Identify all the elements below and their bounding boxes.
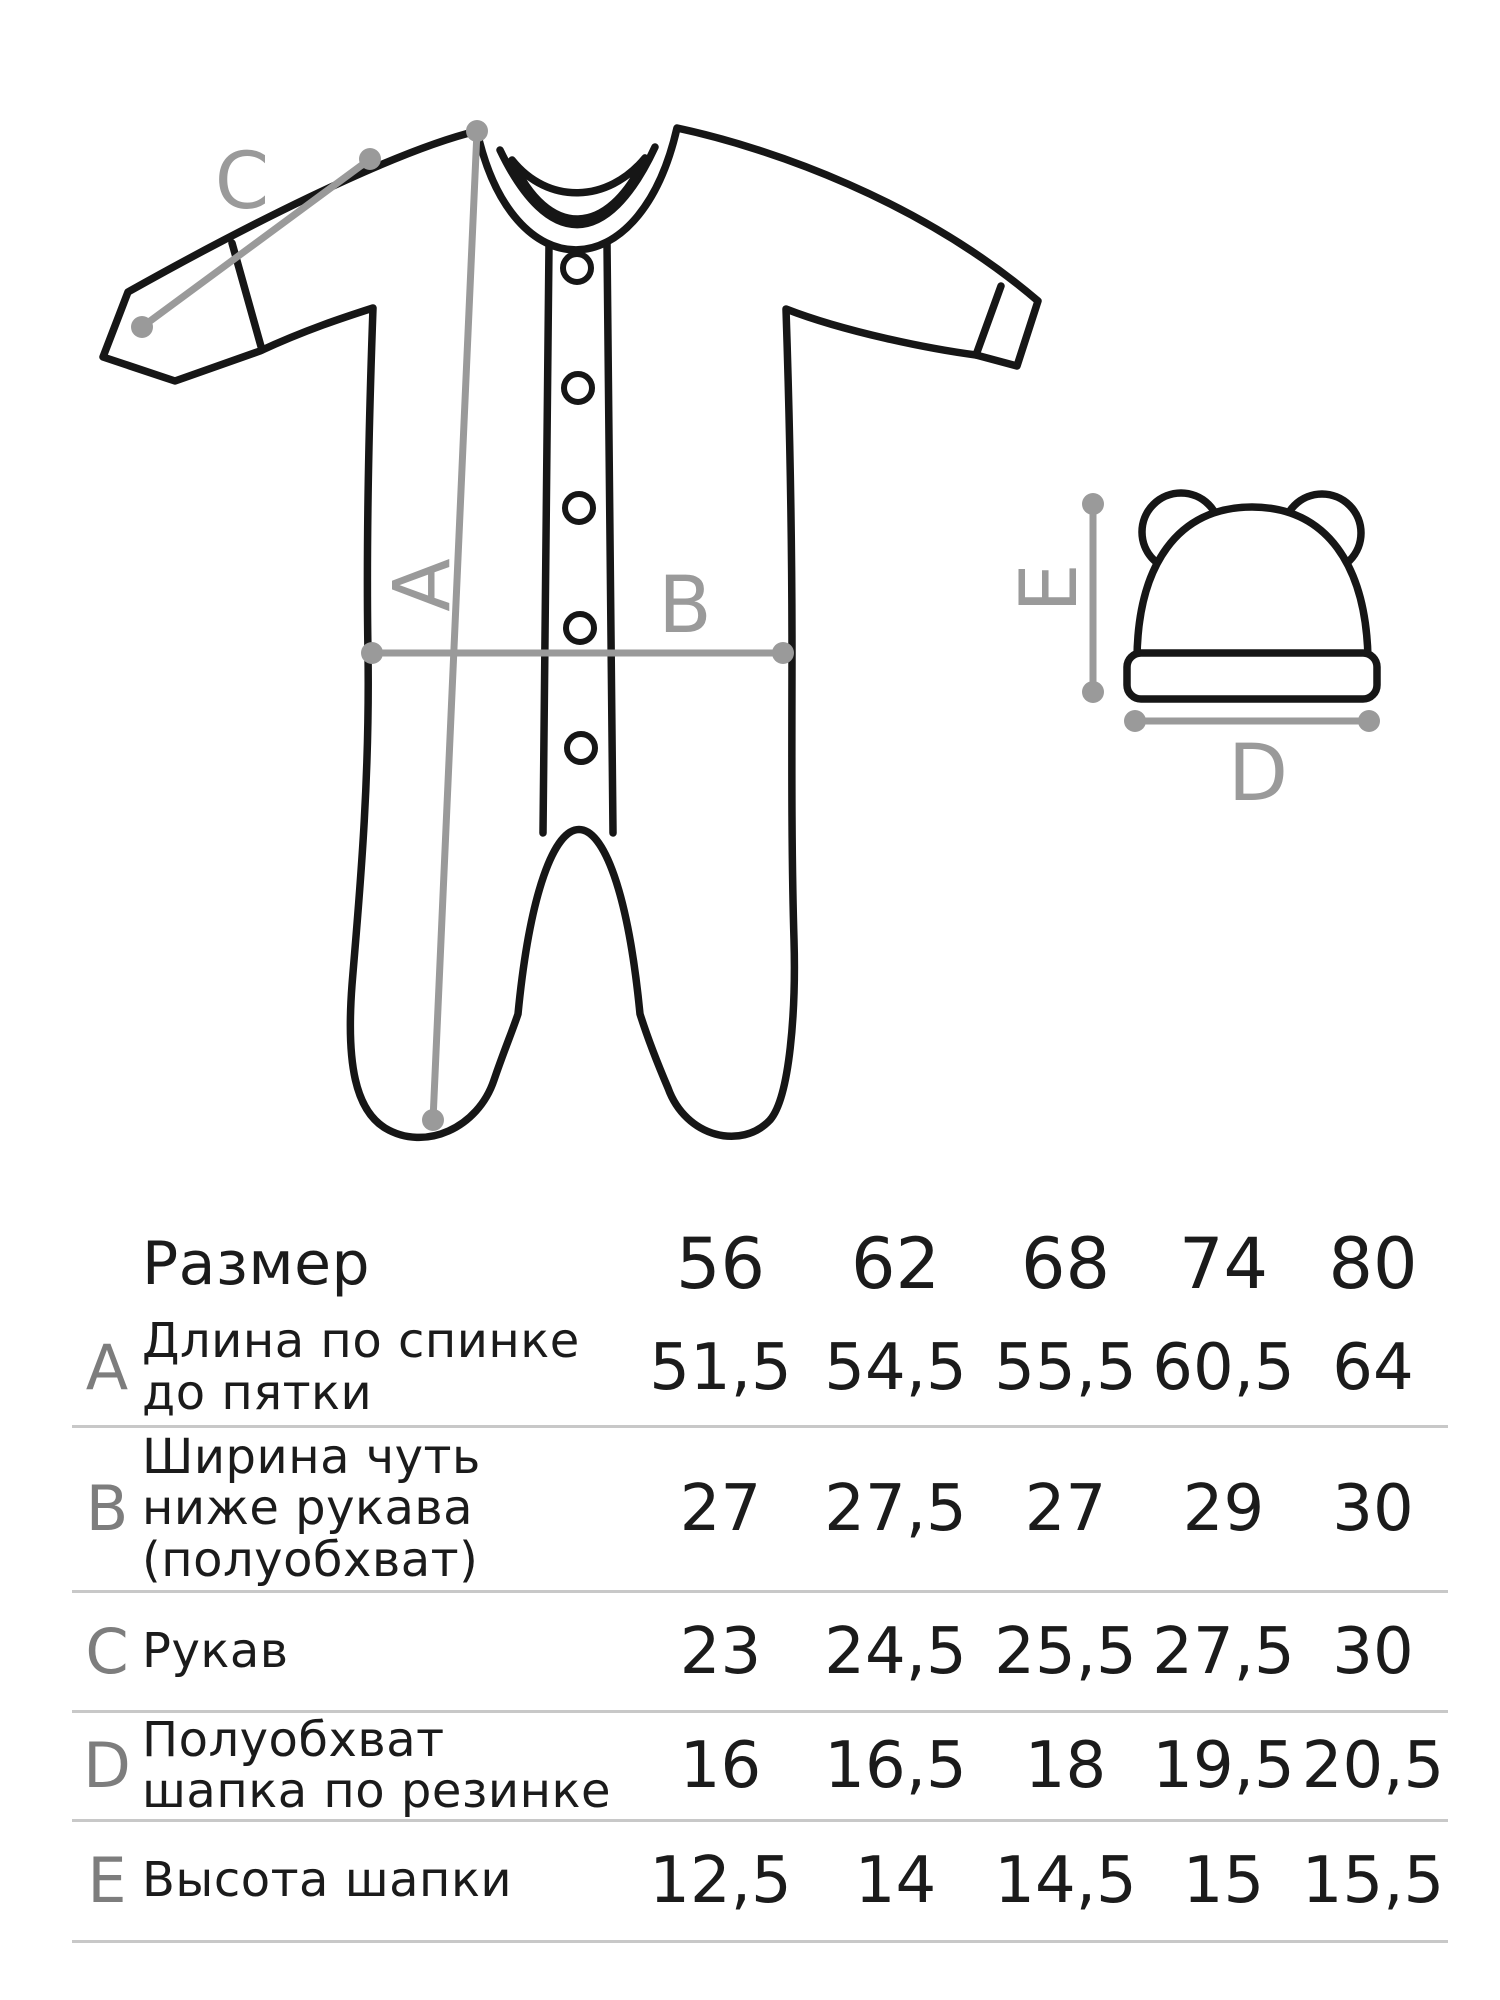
size-column-80: 80 [1328, 1223, 1418, 1305]
table-row-back-length [72, 1310, 1448, 1428]
row-value: 18 [1024, 1729, 1107, 1803]
row-label-line: (полуобхват) [142, 1531, 479, 1588]
row-value: 29 [1182, 1472, 1265, 1546]
measure-label-e: E [1005, 563, 1095, 613]
table-row-hat-height [72, 1822, 1448, 1943]
row-value: 12,5 [649, 1844, 792, 1918]
measure-dot [466, 120, 488, 142]
row-value: 30 [1332, 1472, 1414, 1546]
measure-dot [359, 148, 381, 170]
size-column-74: 74 [1178, 1223, 1269, 1305]
row-letter: E [87, 1844, 127, 1917]
table-header-row [72, 1218, 1448, 1310]
row-value: 16,5 [824, 1729, 967, 1803]
row-label-line: ниже рукава [142, 1480, 474, 1537]
measure-dot [772, 642, 794, 664]
row-value: 14,5 [994, 1844, 1137, 1918]
row-label-line: Ширина чуть [142, 1428, 481, 1485]
snap-button-icon [563, 254, 591, 282]
snap-button-icon [565, 494, 593, 522]
measure-dot [1082, 681, 1104, 703]
row-value: 19,5 [1152, 1729, 1295, 1803]
row-value: 15 [1182, 1844, 1265, 1918]
snap-button-icon [566, 614, 594, 642]
row-value: 64 [1332, 1330, 1414, 1405]
row-value: 27 [679, 1472, 762, 1546]
size-column-68: 68 [1020, 1223, 1111, 1305]
row-value: 20,5 [1301, 1729, 1445, 1803]
row-label-line: Полуобхват [142, 1711, 445, 1768]
measure-dot [131, 316, 153, 338]
table-row-chest-width [72, 1428, 1448, 1593]
row-value: 24,5 [824, 1614, 967, 1689]
row-label [142, 1622, 632, 1679]
snap-button-icon [564, 374, 592, 402]
row-letter: A [85, 1330, 129, 1404]
measure-dot [422, 1109, 444, 1131]
row-value: 54,5 [824, 1330, 967, 1405]
row-letter: D [83, 1729, 131, 1802]
measure-dot [1124, 710, 1146, 732]
row-label [142, 1711, 632, 1819]
table-row-hat-girth [72, 1713, 1448, 1822]
row-value: 27 [1024, 1472, 1107, 1546]
measure-dot [1358, 710, 1380, 732]
row-value: 55,5 [994, 1330, 1137, 1405]
row-value: 27,5 [824, 1472, 967, 1546]
row-label [142, 1313, 632, 1421]
size-column-62: 62 [850, 1223, 941, 1305]
table-row-sleeve [72, 1593, 1448, 1713]
row-label-line: Высота шапки [142, 1852, 513, 1909]
row-value: 25,5 [994, 1614, 1137, 1689]
hat-brim [1127, 653, 1377, 699]
row-value: 14 [854, 1844, 937, 1918]
row-label-line: до пятки [142, 1364, 373, 1421]
row-value: 30 [1332, 1614, 1414, 1689]
snap-button-icon [567, 734, 595, 762]
collar-trim-crescent [512, 158, 645, 219]
measure-dot [361, 642, 383, 664]
measure-label-a: A [378, 558, 468, 612]
size-header-label: Размер [142, 1229, 371, 1299]
row-value: 15,5 [1301, 1844, 1445, 1918]
row-label-line: Рукав [142, 1622, 289, 1679]
row-value: 27,5 [1152, 1614, 1295, 1689]
row-letter: B [85, 1472, 129, 1545]
measure-label-b: B [658, 561, 712, 651]
row-value: 60,5 [1152, 1330, 1295, 1405]
size-table [72, 1218, 1448, 1943]
size-column-56: 56 [675, 1223, 766, 1305]
row-letter: C [85, 1614, 129, 1688]
row-label-line: Длина по спинке [142, 1313, 580, 1370]
row-value: 16 [679, 1729, 762, 1803]
row-value: 23 [679, 1614, 762, 1689]
measure-label-d: D [1227, 729, 1289, 819]
row-label-line: шапка по резинке [142, 1763, 612, 1819]
row-label [142, 1428, 632, 1588]
row-label [142, 1852, 632, 1909]
measure-label-c: C [214, 137, 270, 227]
row-value: 51,5 [649, 1330, 792, 1405]
measure-dot [1082, 493, 1104, 515]
